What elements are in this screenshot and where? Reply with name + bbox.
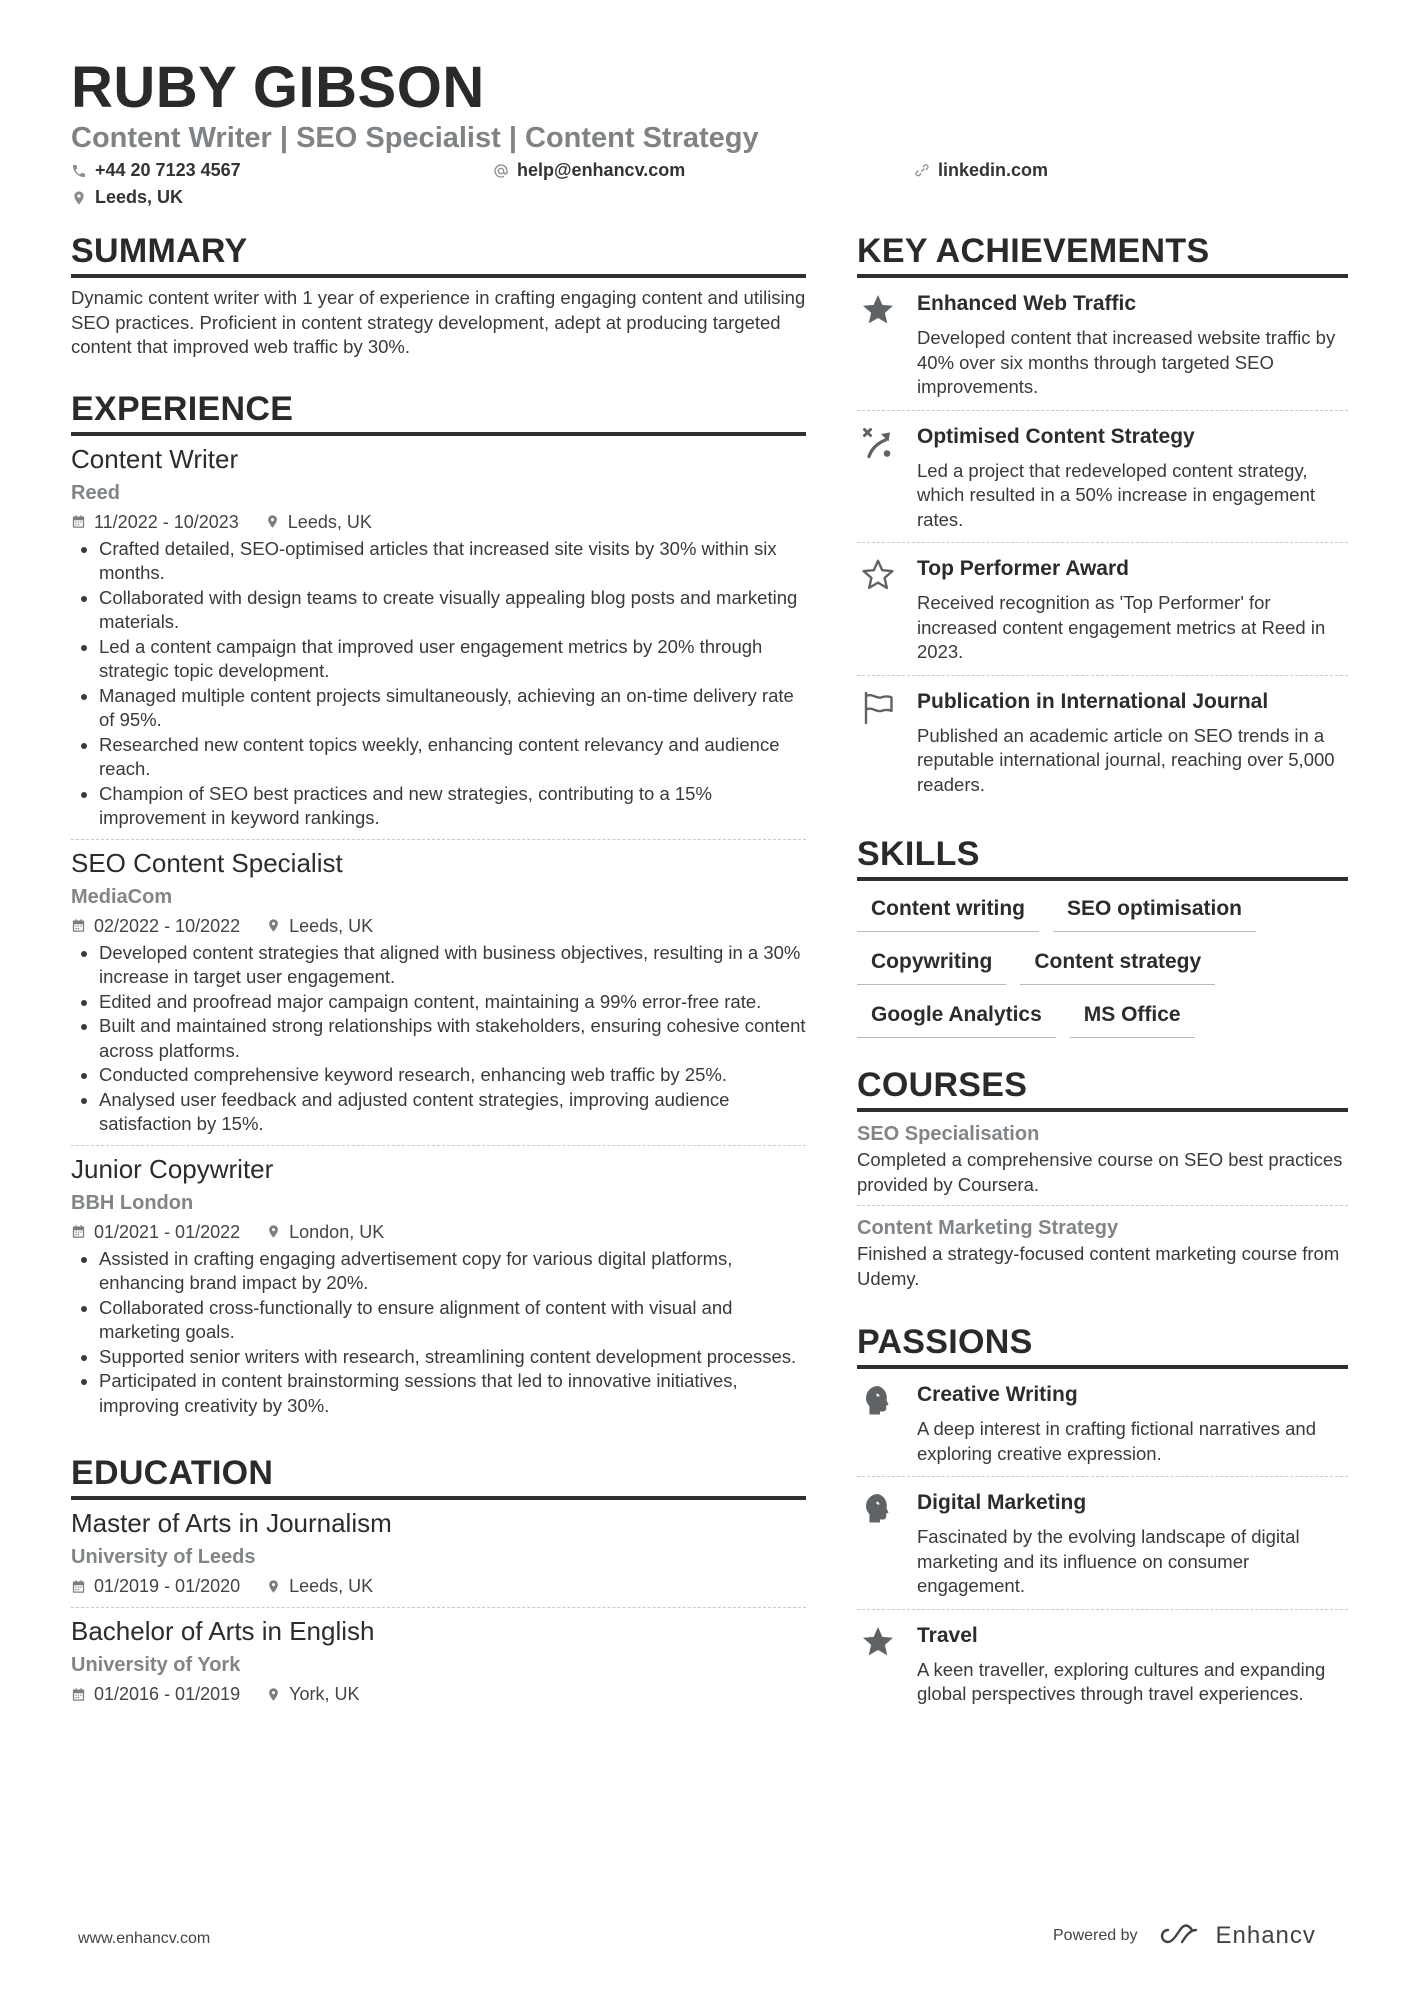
dates-text: 02/2022 - 10/2022 [94, 915, 241, 936]
achievement-title: Optimised Content Strategy [917, 424, 1195, 448]
achievements-section [857, 230, 1348, 807]
skill-tag: Google Analytics [857, 999, 1056, 1038]
job-dates [71, 913, 240, 939]
location-pin-icon [266, 918, 281, 933]
section-title: PASSIONS [857, 1321, 1348, 1369]
passion-title: Creative Writing [917, 1383, 1078, 1406]
degree-title: Master of Arts in Journalism [71, 1508, 392, 1538]
education-entry [71, 1608, 806, 1715]
email-text: help@enhancv.com [517, 160, 686, 180]
job-location [266, 1219, 384, 1245]
calendar-icon [71, 514, 86, 529]
course-title: Content Marketing Strategy [857, 1217, 1119, 1239]
passion-icon-wrap [857, 1489, 899, 1599]
bullet-item: • Supported senior writers with research, streamlining content development processes. [99, 1345, 806, 1370]
bullet-item: • Assisted in crafting engaging advertisement copy for various digital platforms, enhancing brand impact by 20%. [99, 1247, 806, 1296]
job-meta [71, 913, 806, 939]
link-icon [914, 163, 930, 179]
section-title: EDUCATION [71, 1452, 806, 1500]
achievement-desc: Published an academic article on SEO trends in a reputable international journal, reaching over 5,000 readers. [917, 724, 1335, 795]
location-pin-icon [71, 190, 87, 206]
achievement-icon-wrap [857, 423, 899, 533]
job-bullets [71, 537, 806, 831]
courses-section [857, 1064, 1348, 1299]
job-title: SEO Content Specialist [71, 847, 343, 878]
school-name: University of York [71, 1654, 241, 1676]
job-title: Junior Copywriter [71, 1153, 274, 1184]
passion-desc: A deep interest in crafting fictional narratives and exploring creative expression. [917, 1418, 1317, 1464]
head-icon [860, 1383, 896, 1419]
location-text: Leeds, UK [289, 915, 374, 936]
achievement-desc: Developed content that increased website traffic by 40% over six months through targeted SEO improvements. [917, 327, 1336, 397]
star-filled-icon [860, 1624, 896, 1660]
job-title: Content Writer [71, 443, 239, 474]
company-name: BBH London [71, 1191, 194, 1214]
enhancv-logo-icon [1158, 1924, 1206, 1948]
dates-text: 01/2019 - 01/2020 [94, 1576, 241, 1596]
skill-tag: Copywriting [857, 946, 1006, 985]
bullet-item: • Developed content strategies that aligned with business objectives, resulting in a 30% increase in target user engagement. [99, 941, 806, 990]
brand-logo[interactable] [1158, 1922, 1316, 1950]
location-text: Leeds, UK [95, 187, 184, 207]
skills-section [857, 833, 1348, 1038]
job-location [265, 509, 372, 535]
summary-text: Dynamic content writer with 1 year of experience in crafting engaging content and utilising SEO practices. Proficient in content strategy development, adept at producing targeted content that improved web traffic by 30%. [71, 287, 806, 357]
job-bullets [71, 1247, 806, 1419]
experience-section [71, 388, 806, 1427]
dates-text: 01/2021 - 01/2022 [94, 1221, 241, 1242]
achievement-item [857, 543, 1348, 676]
location-pin-icon [265, 514, 280, 529]
education-dates [71, 1681, 240, 1707]
bullet-item: • Collaborated with design teams to create visually appealing blog posts and marketing materials. [99, 586, 806, 635]
left-column [71, 230, 806, 1715]
experience-entry [71, 840, 806, 1146]
flag-icon [860, 690, 896, 726]
education-location [266, 1681, 359, 1707]
job-dates [71, 509, 239, 535]
experience-entry [71, 1146, 806, 1427]
skill-tag: SEO optimisation [1053, 893, 1256, 932]
bullet-item: • Crafted detailed, SEO-optimised articles that increased site visits by 30% within six months. [99, 537, 806, 586]
section-title: COURSES [857, 1064, 1348, 1112]
education-meta [71, 1573, 806, 1599]
skill-tag: Content strategy [1020, 946, 1215, 985]
powered-by-text: Powered by [1053, 1927, 1138, 1944]
calendar-icon [71, 1687, 86, 1702]
passions-section [857, 1321, 1348, 1717]
head-icon [860, 1491, 896, 1527]
achievement-item [857, 411, 1348, 544]
section-title: KEY ACHIEVEMENTS [857, 230, 1348, 278]
phone-icon [71, 163, 87, 179]
bullet-item: • Champion of SEO best practices and new strategies, contributing to a 15% improvement in keyword rankings. [99, 782, 806, 831]
course-item [857, 1112, 1348, 1206]
education-meta [71, 1681, 806, 1707]
bullet-item: • Built and maintained strong relationships with stakeholders, ensuring cohesive content across platforms. [99, 1014, 806, 1063]
headline: Content Writer | SEO Specialist | Content Strategy [71, 122, 759, 154]
passion-item [857, 1369, 1348, 1477]
calendar-icon [71, 1579, 86, 1594]
calendar-icon [71, 918, 86, 933]
achievement-title: Publication in International Journal [917, 689, 1269, 713]
job-bullets [71, 941, 806, 1137]
education-section [71, 1452, 806, 1715]
location-text: Leeds, UK [289, 1576, 374, 1596]
job-meta [71, 509, 806, 535]
course-desc: Completed a comprehensive course on SEO best practices provided by Coursera. [857, 1149, 1343, 1195]
section-title: EXPERIENCE [71, 388, 806, 436]
achievement-item [857, 278, 1348, 411]
passion-item [857, 1610, 1348, 1717]
location-pin-icon [266, 1579, 281, 1594]
at-icon [493, 163, 509, 179]
footer-website[interactable]: www.enhancv.com [78, 1930, 211, 1947]
passion-icon-wrap [857, 1622, 899, 1707]
course-title: SEO Specialisation [857, 1123, 1040, 1145]
bullet-item: • Edited and proofread major campaign content, maintaining a 99% error-free rate. [99, 990, 806, 1015]
school-name: University of Leeds [71, 1546, 256, 1568]
company-name: Reed [71, 481, 120, 504]
calendar-icon [71, 1224, 86, 1239]
location-pin-icon [266, 1687, 281, 1702]
bullet-item: • Analysed user feedback and adjusted content strategies, improving audience satisfaction by 15%. [99, 1088, 806, 1137]
skill-tag: Content writing [857, 893, 1039, 932]
job-location [266, 913, 373, 939]
footer-branding [1053, 1922, 1316, 1950]
right-column [857, 230, 1348, 1717]
bullet-item: • Collaborated cross-functionally to ensure alignment of content with visual and marketing goals. [99, 1296, 806, 1345]
location-text: Leeds, UK [287, 511, 372, 532]
experience-entry [71, 436, 806, 840]
achievement-item [857, 676, 1348, 808]
degree-title: Bachelor of Arts in English [71, 1616, 375, 1646]
contact-location [71, 187, 183, 208]
education-location [266, 1573, 373, 1599]
star-outline-icon [860, 557, 896, 593]
candidate-name: RUBY GIBSON [71, 55, 485, 120]
passion-title: Travel [917, 1623, 978, 1647]
achievement-icon-wrap [857, 688, 899, 798]
bullet-item: • Participated in content brainstorming sessions that led to innovative initiatives, improving creativity by 30%. [99, 1369, 806, 1418]
course-desc: Finished a strategy-focused content marketing course from Udemy. [857, 1243, 1340, 1289]
bullet-item: • Led a content campaign that improved user engagement metrics by 20% through strategic topic development. [99, 635, 806, 684]
bullet-item: • Conducted comprehensive keyword research, enhancing web traffic by 25%. [99, 1063, 806, 1088]
strategy-icon [860, 425, 896, 461]
star-filled-icon [860, 292, 896, 328]
location-text: York, UK [289, 1684, 360, 1704]
passion-desc: A keen traveller, exploring cultures and expanding global perspectives through travel experiences. [917, 1658, 1326, 1704]
dates-text: 01/2016 - 01/2019 [94, 1684, 241, 1704]
location-text: London, UK [289, 1221, 385, 1242]
company-name: MediaCom [71, 885, 173, 908]
contact-linkedin[interactable] [914, 160, 1048, 181]
achievement-desc: Led a project that redeveloped content strategy, which resulted in a 50% increase in engagement rates. [917, 459, 1315, 530]
skills-list [857, 893, 1348, 1038]
achievement-title: Top Performer Award [917, 557, 1129, 580]
section-title: SUMMARY [71, 230, 806, 278]
contact-phone[interactable] [71, 160, 241, 181]
bullet-item: • Managed multiple content projects simultaneously, achieving an on-time delivery rate of 95%. [99, 684, 806, 733]
education-dates [71, 1573, 240, 1599]
brand-name: Enhancv [1215, 1922, 1316, 1949]
skill-tag: MS Office [1070, 999, 1195, 1038]
job-meta [71, 1219, 806, 1245]
passion-item [857, 1477, 1348, 1610]
achievement-icon-wrap [857, 290, 899, 400]
job-dates [71, 1219, 240, 1245]
passion-desc: Fascinated by the evolving landscape of digital marketing and its influence on consumer engagement. [917, 1526, 1300, 1596]
summary-section [71, 230, 806, 360]
education-entry [71, 1500, 806, 1608]
dates-text: 11/2022 - 10/2023 [94, 511, 239, 532]
section-title: SKILLS [857, 833, 1348, 881]
course-item [857, 1206, 1348, 1299]
passion-title: Digital Marketing [917, 1491, 1087, 1514]
phone-text: +44 20 7123 4567 [95, 160, 241, 180]
achievement-title: Enhanced Web Traffic [917, 292, 1136, 315]
achievement-icon-wrap [857, 555, 899, 665]
passion-icon-wrap [857, 1381, 899, 1466]
location-pin-icon [266, 1224, 281, 1239]
achievement-desc: Received recognition as 'Top Performer' for increased content engagement metrics at Reed in 2023. [917, 592, 1326, 662]
contact-email[interactable] [493, 160, 685, 181]
bullet-item: • Researched new content topics weekly, enhancing content relevancy and audience reach. [99, 733, 806, 782]
linkedin-text: linkedin.com [938, 160, 1049, 180]
